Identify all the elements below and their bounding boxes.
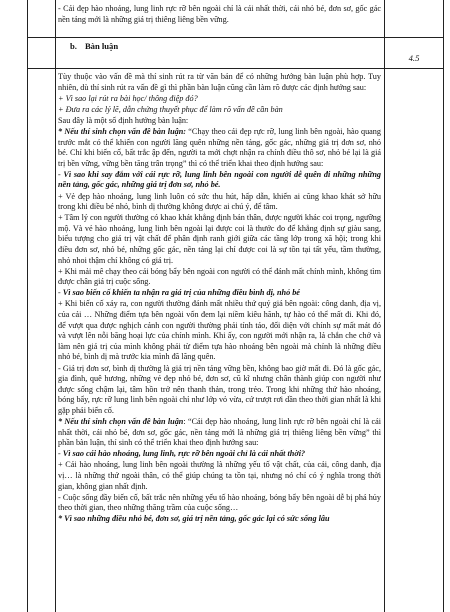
paragraph: * Vì sao những điều nhỏ bé, đơn sơ, giá trị nền tảng, gốc gác lại có sức sống lâu	[58, 514, 330, 524]
paragraph: - Cuộc sống đầy biến cố, bất trắc nên những yếu tố hào nhoáng, bóng bẩy bên ngoài dễ bị phá hủy theo thời gian, theo những thăng trầm của cuộc sống…	[58, 492, 381, 513]
paragraph-lead: * Nếu thí sinh chọn vấn đề bàn luận	[58, 417, 184, 426]
paragraph-text: : “Cái đẹp hào nhoáng, lung linh rực rỡ bên ngoài chỉ là cái nhất thời, cái nhỏ bé, đơn sơ, gốc gác, nền tảng mới là những giá trị thiêng liêng bền vững” thì phần bàn luận, thí sinh có thể triển khai theo định hướng sau:	[58, 417, 381, 448]
table-row-divider	[27, 68, 444, 69]
paragraph: Sau đây là một số định hướng bàn luận:	[58, 115, 189, 125]
top-paragraph: - Cái đẹp hào nhoáng, lung linh rực rỡ bên ngoài chỉ là cái nhất thời, cái nhỏ bé, đơn sơ, gốc gác nền tảng mới là những giá trị thiêng liêng bền vững.	[58, 4, 381, 24]
table-border-col2	[384, 0, 385, 612]
section-heading	[58, 41, 381, 52]
paragraph: + Vì sao lại rút ra bài học/ thông điệp đó?	[58, 93, 198, 103]
table-row-divider	[27, 37, 444, 38]
paragraph: - Vì sao cái hào nhoáng, lung linh, rực rỡ bên ngoài chỉ là cái nhất thời?	[58, 449, 306, 459]
table-border-right	[443, 0, 444, 612]
paragraph: + Vẻ đẹp hào nhoáng, lung linh luôn có sức thu hút, hấp dẫn, khiến ai cũng khao khát sở hữu trong khi điều bé nhỏ, bình dị thường không được ai chú ý, để tâm.	[58, 191, 381, 212]
paragraph: - Vì sao khi say đắm với cái rực rỡ, lung linh bên ngoài con người dễ quên đi những những nền tảng, gốc gác, những giá trị đơn sơ, nhỏ bé.	[58, 169, 381, 190]
paragraph: + Đưa ra các lý lẽ, dẫn chứng thuyết phục để làm rõ vấn đề cần bàn	[58, 104, 283, 114]
paragraph: + Cái hào nhoáng, lung linh bên ngoài thường là những yếu tố vật chất, của cải, công danh, địa vị… là những thứ ngoài thân, có thể giúp chúng ta tồn tại, nhưng nó chỉ có ý nghĩa trong thời gian, không gian nhất định.	[58, 460, 381, 491]
section-letter: b.	[70, 41, 77, 51]
paragraph: - Vì sao biến cố khiến ta nhận ra giá trị của những điều bình dị, nhỏ bé	[58, 288, 300, 298]
paragraph-lead: * Nếu thí sinh chọn vấn đề bàn luận:	[58, 126, 189, 136]
paragraph: + Tâm lý con người thường có khao khát khẳng định bản thân, được người khác coi trọng, ngưỡng mộ. Và vẻ hào nhoáng, lung linh bên ngoài lại được coi là thước đo để khẳng định sự giàu sang, biểu tượng cho giá trị vật chất để phân định ranh giới giữa các tầng lớp trong xã hội; trong khi điều đơn sơ, nhỏ bé, những gốc gác, nền tảng lại chỉ được coi là sự tồn tại tất yếu, tầm thường, nhỏ nhoi thậm chí không có giá trị.	[58, 213, 381, 265]
score-value: 4.5	[408, 53, 420, 63]
paragraph: - Giá trị đơn sơ, bình dị thường là giá trị nền tảng vững bền, không bao giờ mất đi. Đó là gốc gác, gia đình, quê hương, những vẻ đẹp nhỏ bé, đơn sơ, cũ kĩ nhưng chân thành giúp con người như được sống chậm lại, tâm hồn trở nên thanh thản, trong trẻo. Trong khi những thứ hào nhoáng, bóng bẩy, rực rỡ lung linh bên ngoài chỉ như lớp vỏ vừa, cứ trượt rơi dần theo thời gian nhất là khi gặp phải biến cố.	[58, 363, 381, 415]
paragraph	[58, 417, 381, 449]
table-border-left	[27, 0, 28, 612]
table-border-col1	[55, 0, 56, 612]
paragraph-text: “Chạy theo cái đẹp rực rỡ, lung linh bên ngoài, hào quang trước mắt có thể khiến con người lãng quên những nền tảng, gốc gác, những giá trị đơn sơ, nhỏ bé. Chỉ khi biến cố, bất trắc ập đến, người ta mới chợt nhận ra chính điều thô sơ, nhỏ bé lại là giá trị bền vững, vững bền tăng trân trọng” thì có thể triển khai theo định hướng sau:	[58, 126, 381, 168]
paragraph: + Khi biến cố xảy ra, con người thường đánh mất nhiều thứ quý giá bên ngoài: công danh, địa vị, của cải … Những điểm tựa bên ngoài vốn đem lại niềm kiêu hãnh, tự hào có thể mất đi. Khi đó, để vượt qua được nghịch cảnh con người thường phải tính táo, đối diện với chính sự mất mát đó và vượt lên nỗi băng hoại lực của chính mình. Khi ấy, con người mới nhận ra, lả chắn che chở và làm nên giá trị của mình không phải từ điểm tựa hào nhoáng bên ngoài mà chính là những điều nhỏ bé, bình dị mà trước kia mình đã lãng quên.	[58, 299, 381, 362]
discussion-content	[58, 72, 381, 612]
paragraph: + Khi mải mê chạy theo cái bóng bẩy bên ngoài con người có thể đánh mất chính mình, không tìm được chân giá trị cuộc sống.	[58, 266, 381, 287]
paragraph: Tùy thuộc vào vấn đề mà thí sinh rút ra từ văn bản để có những hướng bàn luận phù hợp. Tuy nhiên, dù thí sinh rút ra vấn đề gì thì phần bàn luận cũng cần làm rõ được các định hướng sau:	[58, 72, 381, 92]
section-title: Bàn luận	[84, 41, 119, 51]
paragraph	[58, 127, 381, 169]
